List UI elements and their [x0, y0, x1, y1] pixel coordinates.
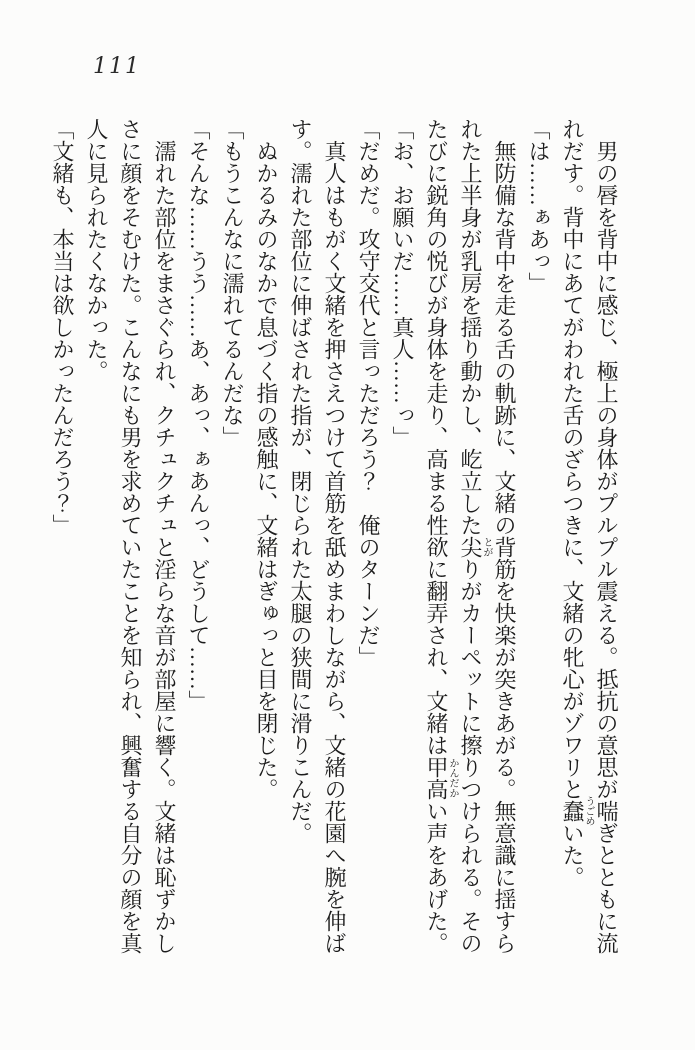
- page-number: 111: [93, 54, 141, 79]
- furigana-ruby: 蠢うごめ: [560, 796, 594, 826]
- dialogue-line: 「だめだ。攻守交代と言っただろう？ 俺のターンだ」: [356, 118, 381, 668]
- dialogue-line: 「文緒も、本当は欲しかったんだろう？」: [50, 118, 75, 536]
- dialogue-line: 「は……ぁあっ」: [526, 118, 551, 294]
- narrative-paragraph: 無防備な背中を走る舌の軌跡に、文緒の背筋を快楽が突きあがる。無意識に揺すられた上半身が乳房を揺り動かし、屹立した尖とがりがカーペットに擦りつけられる。そのたびに鋭角の悦びが身体を走り、高まる性欲に翻弄され、文緒は甲高かんだかい声をあげた。: [424, 118, 517, 954]
- narrative-paragraph: 真人はもがく文緒を押さえつけて首筋を舐めまわしながら、文緒の花園へ腕を伸ばす。濡れた部位に伸ばされた指が、閉じられた太腿の狭間に滑りこんだ。: [288, 118, 347, 954]
- furigana-ruby: 甲高かんだか: [424, 756, 458, 800]
- narrative-paragraph: 濡れた部位をまさぐられ、クチュクチュと淫らな音が部屋に響く。文緒は恥ずかしさに顔をそむけた。こんなにも男を求めていたことを知られ、興奮する自分の顔を真人に見られたくなかった。: [84, 118, 177, 954]
- narrative-paragraph: ぬかるみのなかで息づく指の感触に、文緒はぎゅっと目を閉じた。: [254, 140, 279, 800]
- dialogue-line: 「お、お願いだ……真人……っ」: [390, 118, 415, 448]
- page-text: [43, 118, 623, 954]
- dialogue-line: 「そんな……うう……あ、あっ、ぁあんっ、どうして……」: [186, 118, 211, 712]
- dialogue-line: 「もうこんなに濡れてるんだな」: [220, 118, 245, 448]
- narrative-paragraph: 男の唇を背中に感じ、極上の身体がプルプル震える。抵抗の意思が喘ぎとともに流れだす。背中にあてがわれた舌のざらつきに、文緒の牝心がゾワリと蠢うごめいた。: [560, 118, 619, 954]
- furigana-ruby: 尖とが: [458, 536, 492, 558]
